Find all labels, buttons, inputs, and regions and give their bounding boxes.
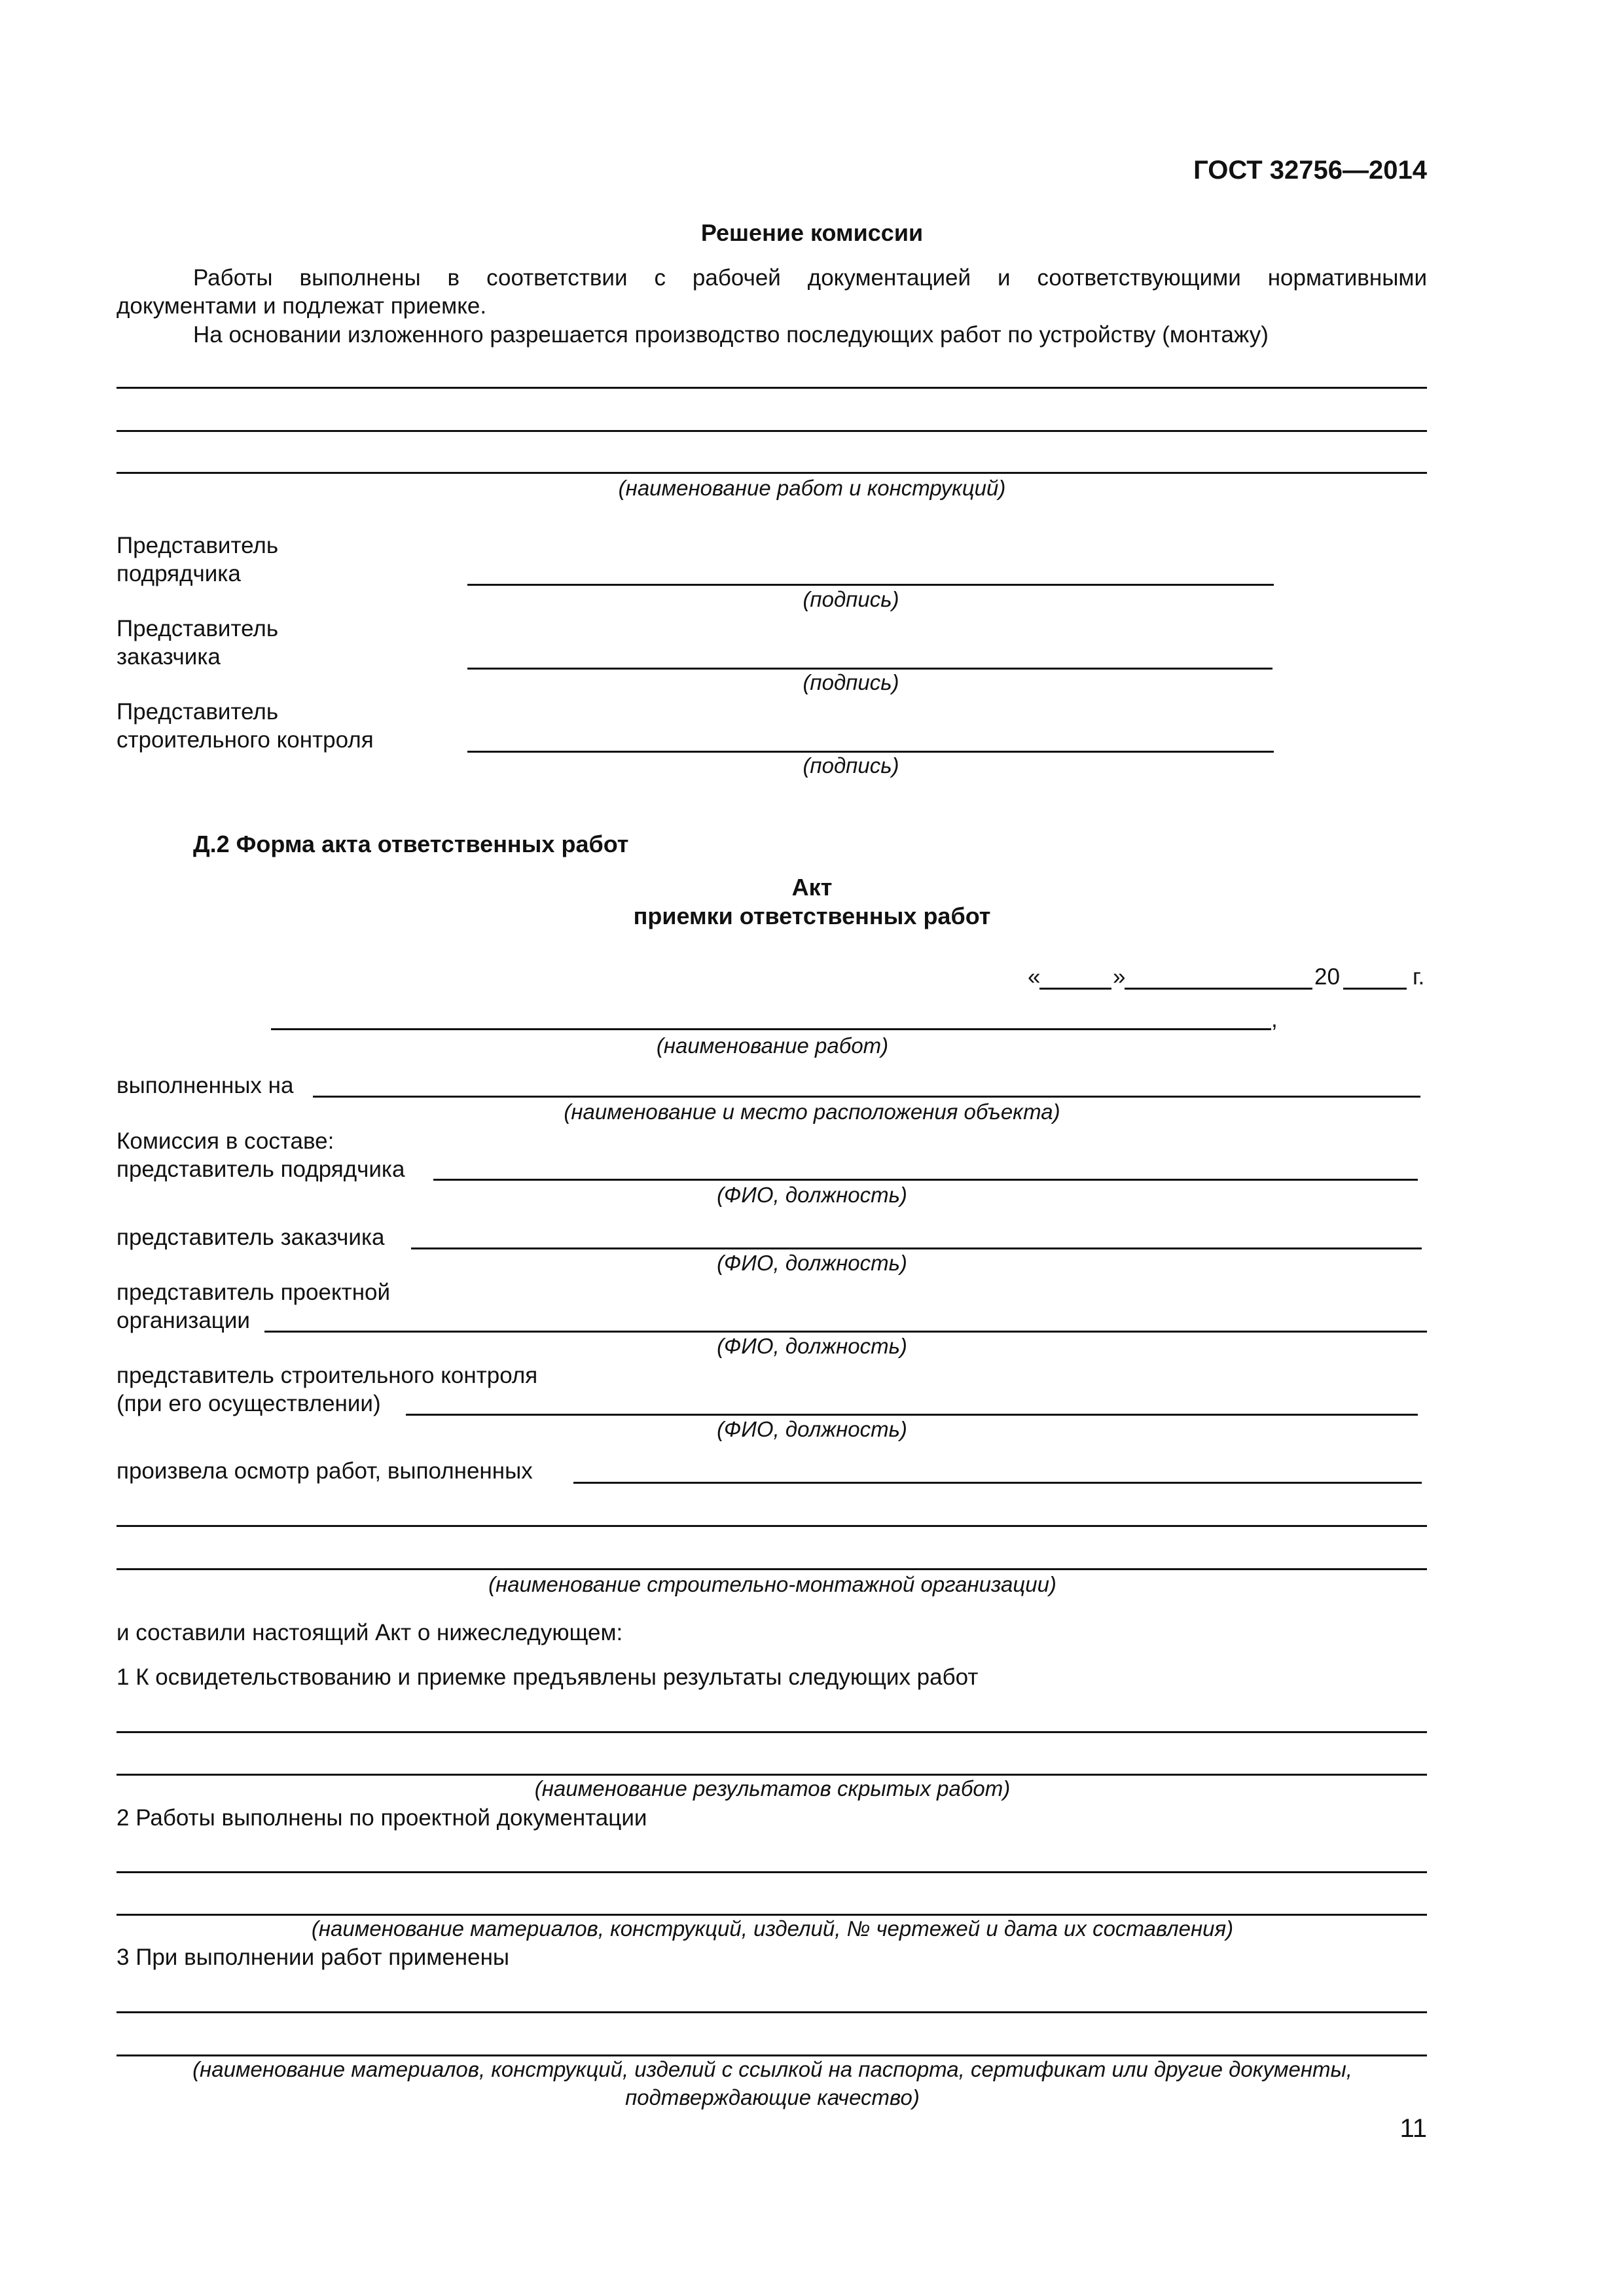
decision-paragraph-1-line-2: документами и подлежат приемке.	[117, 293, 487, 319]
item-1-caption: (наименование результатов скрытых работ)	[534, 1776, 1011, 1801]
compiled-text: и составили настоящий Акт о нижеследующем:	[117, 1620, 623, 1645]
design-rep-label-2: организации	[117, 1308, 250, 1333]
rep-customer-label-1: Представитель	[117, 616, 279, 641]
contractor-rep-caption: (ФИО, должность)	[717, 1183, 907, 1207]
control-rep-caption: (ФИО, должность)	[717, 1417, 907, 1441]
decision-title: Решение комиссии	[700, 219, 924, 246]
item-3-caption-line-2: подтверждающие качество)	[625, 2085, 920, 2109]
item-3-blank-1[interactable]	[117, 2011, 1427, 2013]
signature-caption-contractor: (подпись)	[803, 587, 899, 611]
inspected-blank-1[interactable]	[573, 1482, 1422, 1484]
customer-rep-label: представитель заказчика	[117, 1225, 385, 1250]
rep-customer-label-2: заказчика	[117, 644, 221, 670]
inspected-label: произвела осмотр работ, выполненных	[117, 1458, 533, 1484]
item-2-caption: (наименование материалов, конструкций, изделий, № чертежей и дата их составления)	[311, 1916, 1234, 1941]
date-month-blank[interactable]	[1125, 988, 1312, 990]
date-open-quote: «	[1028, 964, 1041, 990]
date-year-blank[interactable]	[1343, 988, 1407, 990]
org-caption: (наименование строительно-монтажной организации)	[488, 1572, 1056, 1596]
design-rep-label-1: представитель проектной	[117, 1280, 391, 1305]
standard-number: ГОСТ 32756—2014	[1193, 156, 1427, 185]
page-number: 11	[1399, 2114, 1427, 2143]
performed-on-label: выполненных на	[117, 1073, 294, 1098]
item-3-text: 3 При выполнении работ применены	[117, 1945, 510, 1970]
works-name-caption: (наименование работ)	[656, 1033, 889, 1058]
rep-control-label-2: строительного контроля	[117, 727, 374, 753]
item-1-blank-1[interactable]	[117, 1731, 1427, 1733]
commission-label: Комиссия в составе:	[117, 1128, 334, 1154]
decision-paragraph-1-line-1: Работы выполнены в соответствии с рабочей документацией и соответствующими нормативными	[193, 265, 1427, 291]
signature-caption-customer: (подпись)	[803, 670, 899, 694]
works-name-comma: ,	[1271, 1007, 1278, 1032]
item-2-text: 2 Работы выполнены по проектной документации	[117, 1805, 647, 1831]
control-rep-label-2: (при его осуществлении)	[117, 1391, 381, 1416]
signature-caption-control: (подпись)	[803, 753, 899, 778]
works-blank-line-2[interactable]	[117, 430, 1427, 432]
works-blank-line-1[interactable]	[117, 387, 1427, 389]
contractor-rep-label: представитель подрядчика	[117, 1157, 405, 1182]
item-1-text: 1 К освидетельствованию и приемке предъявлены результаты следующих работ	[117, 1664, 979, 1690]
works-caption: (наименование работ и конструкций)	[618, 476, 1006, 500]
customer-rep-caption: (ФИО, должность)	[717, 1251, 907, 1275]
works-blank-line-3[interactable]	[117, 472, 1427, 474]
date-year-suffix: г.	[1413, 964, 1425, 990]
date-day-blank[interactable]	[1039, 988, 1111, 990]
contractor-rep-blank[interactable]	[433, 1179, 1418, 1181]
works-name-blank[interactable]	[271, 1028, 1271, 1030]
act-subtitle: приемки ответственных работ	[633, 903, 991, 929]
decision-paragraph-2: На основании изложенного разрешается производство последующих работ по устройству (монтажу)	[193, 322, 1269, 348]
inspected-blank-3[interactable]	[117, 1568, 1427, 1570]
rep-contractor-label-2: подрядчика	[117, 561, 241, 586]
rep-control-label-1: Представитель	[117, 699, 279, 725]
inspected-blank-2[interactable]	[117, 1525, 1427, 1527]
object-blank[interactable]	[313, 1096, 1420, 1098]
design-rep-caption: (ФИО, должность)	[717, 1334, 907, 1358]
object-caption: (наименование и место расположения объекта)	[564, 1100, 1060, 1124]
item-3-caption-line-1: (наименование материалов, конструкций, изделий с ссылкой на паспорта, сертификат или другие документы,	[192, 2057, 1352, 2081]
date-year-prefix: 20	[1314, 964, 1340, 990]
act-title: Акт	[791, 874, 833, 901]
rep-contractor-label-1: Представитель	[117, 533, 279, 558]
control-rep-label-1: представитель строительного контроля	[117, 1363, 538, 1388]
section-heading: Д.2 Форма акта ответственных работ	[193, 831, 629, 857]
item-2-blank-1[interactable]	[117, 1871, 1427, 1873]
date-close-quote: »	[1113, 964, 1126, 990]
